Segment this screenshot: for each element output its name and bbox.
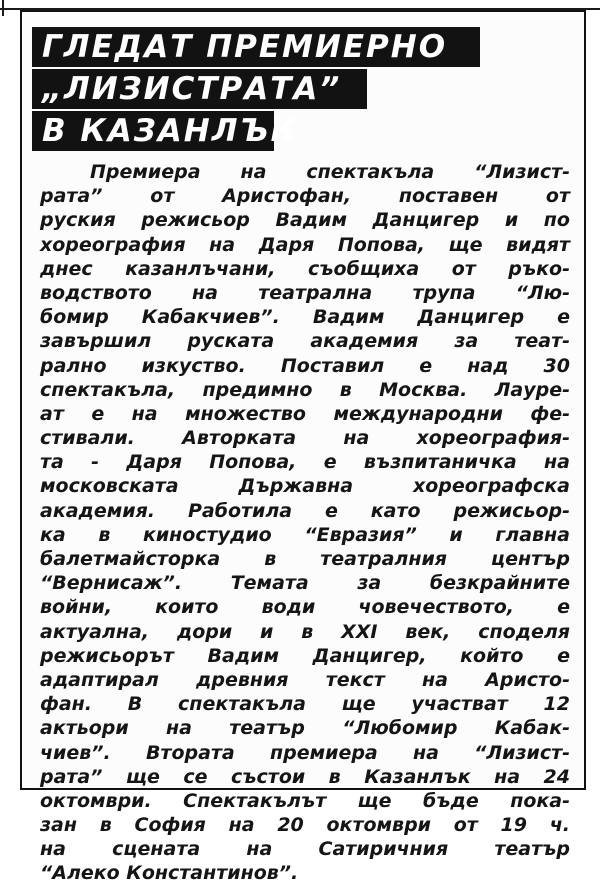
article-line: хореография на Даря Попова, ще видят bbox=[40, 233, 570, 256]
clipping-cut-tick bbox=[2, 0, 4, 16]
article-line: зан в София на 20 октомври от 19 ч. bbox=[40, 814, 570, 837]
article-line: “Алеко Константинов”. bbox=[40, 862, 299, 885]
headline-block bbox=[32, 27, 578, 153]
article-line: “Вернисаж”. Темата за безкрайните bbox=[40, 572, 570, 595]
article-line: та - Даря Попова, е възпитаничка на bbox=[40, 451, 570, 474]
article-line: руския режисьор Вадим Данцигер и по bbox=[40, 209, 570, 232]
article-line: водството на театрална трупа “Лю- bbox=[40, 281, 570, 304]
newspaper-clipping bbox=[20, 10, 586, 885]
article-line: завършил руската академия за теат- bbox=[40, 330, 570, 353]
article-line: фан. В спектакъла ще участват 12 bbox=[40, 693, 570, 716]
article-line: чиев”. Втората премиера на “Лизист- bbox=[40, 741, 570, 764]
article-line: войни, които води човечеството, е bbox=[40, 596, 570, 619]
article-line: режисьорът Вадим Данцигер, който е bbox=[40, 644, 570, 667]
article-line: рално изкуство. Поставил е над 30 bbox=[40, 354, 570, 377]
article-line: актуална, дори и в XXI век, споделя bbox=[40, 620, 570, 643]
article-line: бомир Кабакчиев”. Вадим Данцигер е bbox=[40, 306, 570, 329]
article-line: рата” от Аристофан, поставен от bbox=[40, 185, 570, 208]
article-line: актьори на театър “Любомир Кабак- bbox=[40, 717, 570, 740]
article-line: московската Държавна хореографска bbox=[40, 475, 570, 498]
article-line: ка в киностудио “Евразия” и главна bbox=[40, 523, 570, 546]
article-body bbox=[40, 160, 570, 886]
article-line: адаптирал древния текст на Аристо- bbox=[40, 668, 570, 691]
headline-line-2: „ЛИЗИСТРАТА” bbox=[32, 69, 367, 109]
headline-line-3: В КАЗАНЛЪК bbox=[32, 111, 274, 151]
article-line: на сцената на Сатиричния театър bbox=[40, 838, 570, 861]
article-line: ат е на множество международни фе- bbox=[40, 402, 570, 425]
article-line: рата” ще се състои в Казанлък на 24 bbox=[40, 765, 570, 788]
article-line: Премиера на спектакъла “Лизист- bbox=[90, 161, 570, 183]
article-line: академия. Работила е като режисьор- bbox=[40, 499, 570, 522]
article-line: днес казанлъчани, съобщиха от ръко- bbox=[40, 257, 570, 280]
article-line: стивали. Авторката на хореография- bbox=[40, 427, 570, 450]
article-line: спектакъла, предимно в Москва. Лауре- bbox=[40, 378, 570, 401]
article-line: балетмайсторка в театралния център bbox=[40, 548, 570, 570]
headline-line-1: ГЛЕДАТ ПРЕМИЕРНО bbox=[32, 27, 480, 67]
article-line: октомври. Спектакълът ще бъде пока- bbox=[40, 789, 570, 812]
